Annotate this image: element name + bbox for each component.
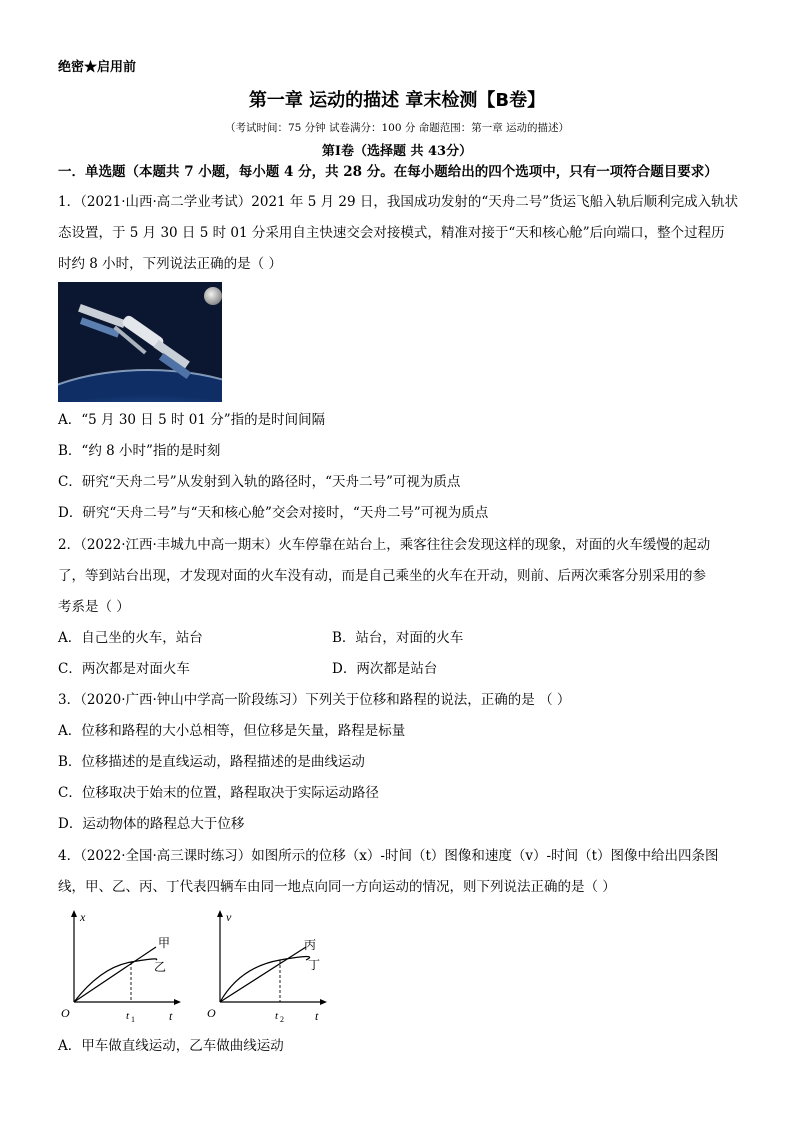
x-t-graph	[56, 905, 186, 1030]
q2-option-b: B．站台，对面的火车	[332, 630, 464, 646]
space-station-photo	[58, 282, 222, 402]
q1-stem-line1: 1．（2021·山西·高二学业考试）2021 年 5 月 29 日，我国成功发射的“天舟二号”货运飞船入轨后顺利完成入轨状	[58, 194, 739, 210]
curve-yi	[74, 959, 157, 1002]
q4-stem-line1: 4．（2022·全国·高三课时练习）如图所示的位移（x）-时间（t）图像和速度（v）-时间（t）图像中给出四条图	[58, 848, 719, 864]
curve-jia-label: 甲	[158, 936, 171, 950]
q2-stem-line3: 考系是（ ）	[58, 599, 130, 615]
x-t-horizontal-arrow	[174, 999, 181, 1005]
q2-option-c: C．两次都是对面火车	[58, 661, 190, 677]
q1-stem-line2: 态设置，于 5 月 30 日 5 时 01 分采用自主快速交会对接模式，精准对接于“天和核心舱”后向端口，整个过程历	[58, 225, 725, 241]
t2-subscript: 2	[280, 1015, 284, 1024]
q3-option-a: A．位移和路程的大小总相等，但位移是矢量，路程是标量	[58, 723, 406, 739]
x-t-vertical-arrow	[71, 910, 77, 917]
q2-option-a: A．自己坐的火车，站台	[58, 630, 203, 646]
q3-option-b: B．位移描述的是直线运动，路程描述的是曲线运动	[58, 754, 365, 770]
curve-ding-label: 丁	[308, 958, 321, 972]
q1-option-a: A．“5 月 30 日 5 时 01 分”指的是时间间隔	[58, 412, 326, 428]
q2-stem-line1: 2．（2022·江西·丰城九中高一期末）火车停靠在站台上，乘客往往会发现这样的现象，对面的火车缓慢的起动	[58, 537, 711, 553]
curve-ding	[220, 957, 310, 1003]
curve-yi-label: 乙	[154, 960, 167, 974]
q2-stem-line2: 了，等到站台出现，才发现对面的火车没有动，而是自己乘坐的火车在开动，则前、后两次乘客分别采用的参	[58, 568, 706, 584]
q4-option-a: A．甲车做直线运动，乙车做曲线运动	[58, 1038, 284, 1054]
volume-heading: 第Ⅰ卷（选择题 共 43分）	[321, 144, 473, 159]
curve-bing-label: 丙	[304, 938, 317, 952]
v-t-graph	[202, 905, 332, 1030]
v-t-origin-label: O	[207, 1006, 216, 1020]
q1-option-b: B．“约 8 小时”指的是时刻	[58, 443, 221, 459]
q1-stem-line3: 时约 8 小时，下列说法正确的是（ ）	[58, 256, 282, 272]
q2-option-d: D．两次都是站台	[332, 661, 438, 677]
x-t-x-axis-label: t	[169, 1009, 173, 1023]
v-t-vertical-arrow	[217, 910, 223, 917]
t1-label: t	[126, 1010, 130, 1022]
section-heading: 一．单选题（本题共 7 小题，每小题 4 分，共 28 分。在每小题给出的四个选项中，只有一项符合题目要求）	[58, 164, 718, 180]
q1-option-c: C．研究“天舟二号”从发射到入轨的路径时，“天舟二号”可视为质点	[58, 474, 461, 490]
secret-label: 绝密★启用前	[58, 60, 137, 75]
page-title: 第一章 运动的描述 章末检测【B卷】	[248, 90, 546, 111]
x-t-origin-label: O	[61, 1006, 70, 1020]
v-t-y-axis-label: v	[226, 910, 232, 924]
v-t-x-axis-label: t	[315, 1009, 319, 1023]
q1-option-d: D．研究“天舟二号”与“天和核心舱”交会对接时，“天舟二号”可视为质点	[58, 505, 489, 521]
q3-stem: 3．（2020·广西·钟山中学高一阶段练习）下列关于位移和路程的说法，正确的是 （ ）	[58, 692, 571, 708]
v-t-horizontal-arrow	[320, 999, 327, 1005]
curve-jia	[74, 947, 156, 1002]
q3-option-d: D．运动物体的路程总大于位移	[58, 816, 245, 832]
x-t-y-axis-label: x	[80, 910, 86, 924]
exam-info: （考试时间：75 分钟 试卷满分：100 分 命题范围：第一章 运动的描述）	[224, 122, 570, 134]
t1-subscript: 1	[131, 1015, 135, 1024]
curve-bing	[220, 947, 306, 1002]
q4-stem-line2: 线，甲、乙、丙、丁代表四辆车由同一地点向同一方向运动的情况，则下列说法正确的是（ ）	[58, 879, 616, 895]
q3-option-c: C．位移取决于始末的位置，路程取决于实际运动路径	[58, 785, 379, 801]
t2-label: t	[275, 1010, 279, 1022]
